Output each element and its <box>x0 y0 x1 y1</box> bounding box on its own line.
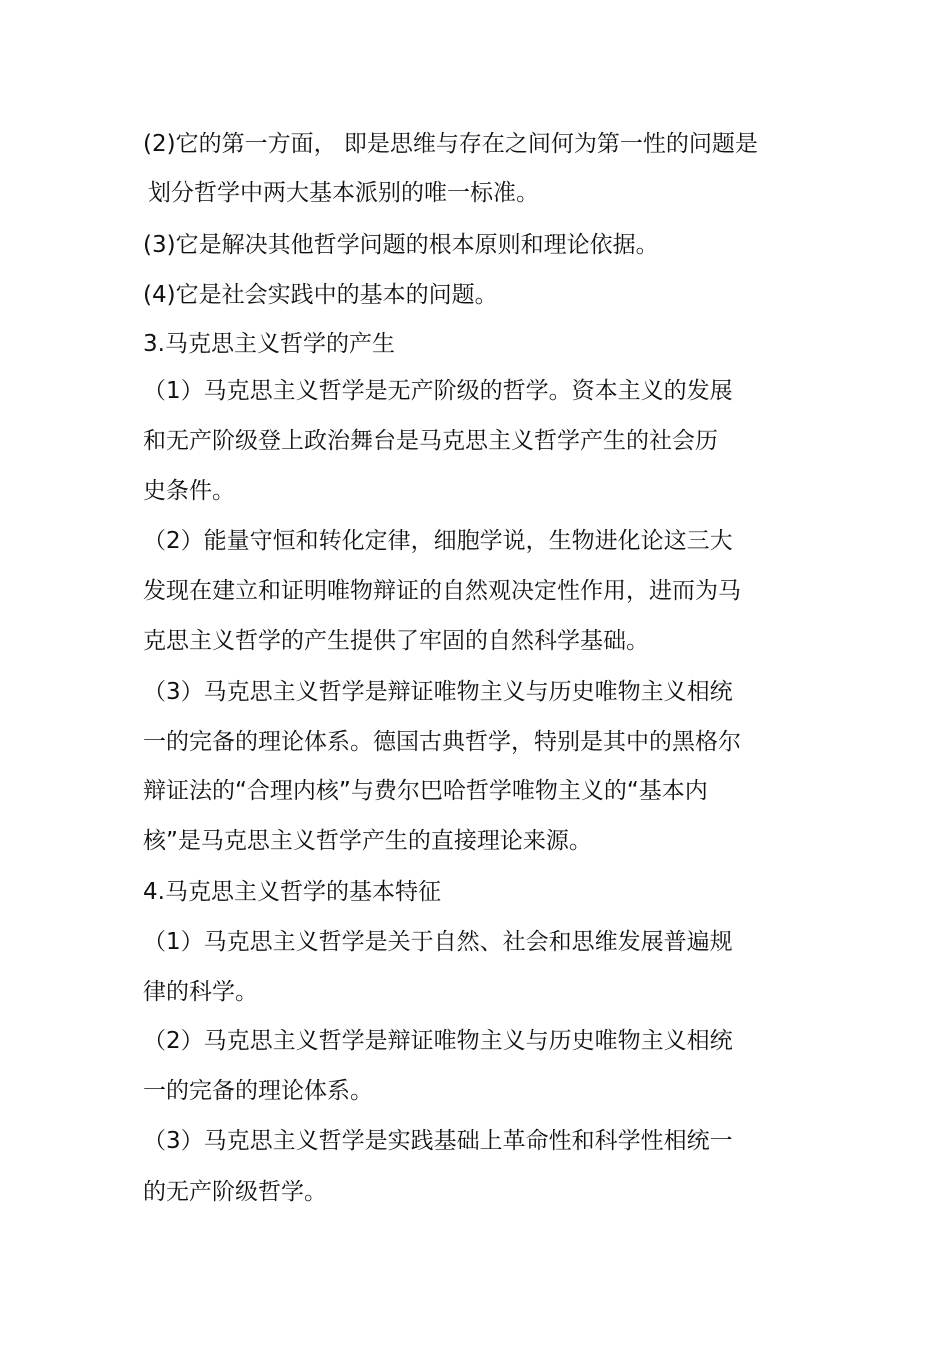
text-line: 克思主义哲学的产生提供了牢固的自然科学基础。 <box>143 628 649 654</box>
text-line: 核”是马克思主义哲学产生的直接理论来源。 <box>143 828 592 854</box>
section-heading: 3.马克思主义哲学的产生 <box>143 331 395 357</box>
text-line: （2）能量守恒和转化定律，细胞学说，生物进化论这三大 <box>143 528 733 554</box>
text-line: 一的完备的理论体系。德国古典哲学，特别是其中的黑格尔 <box>143 729 741 755</box>
text-line: 的无产阶级哲学。 <box>143 1179 327 1205</box>
text-line: 一的完备的理论体系。 <box>143 1078 373 1104</box>
text-line: (3)它是解决其他哲学问题的根本原则和理论依据。 <box>143 232 659 258</box>
text-line: 发现在建立和证明唯物辩证的自然观决定性作用，进而为马 <box>143 578 741 604</box>
text-line: （3）马克思主义哲学是辩证唯物主义与历史唯物主义相统 <box>143 679 733 705</box>
text-line: 史条件。 <box>143 478 235 504</box>
text-line: 和无产阶级登上政治舞台是马克思主义哲学产生的社会历 <box>143 428 718 454</box>
section-heading: 4.马克思主义哲学的基本特征 <box>143 879 441 905</box>
text-line: （3）马克思主义哲学是实践基础上革命性和科学性相统一 <box>143 1128 733 1154</box>
text-line: (2)它的第一方面， 即是思维与存在之间何为第一性的问题是 <box>143 131 758 157</box>
text-line: (4)它是社会实践中的基本的问题。 <box>143 282 498 308</box>
text-line: 划分哲学中两大基本派别的唯一标准。 <box>148 180 539 206</box>
text-line: （2）马克思主义哲学是辩证唯物主义与历史唯物主义相统 <box>143 1028 733 1054</box>
text-line: 律的科学。 <box>143 979 258 1005</box>
text-line: 辩证法的“合理内核”与费尔巴哈哲学唯物主义的“基本内 <box>143 778 708 804</box>
text-line: （1）马克思主义哲学是无产阶级的哲学。资本主义的发展 <box>143 378 733 404</box>
text-line: （1）马克思主义哲学是关于自然、社会和思维发展普遍规 <box>143 929 733 955</box>
